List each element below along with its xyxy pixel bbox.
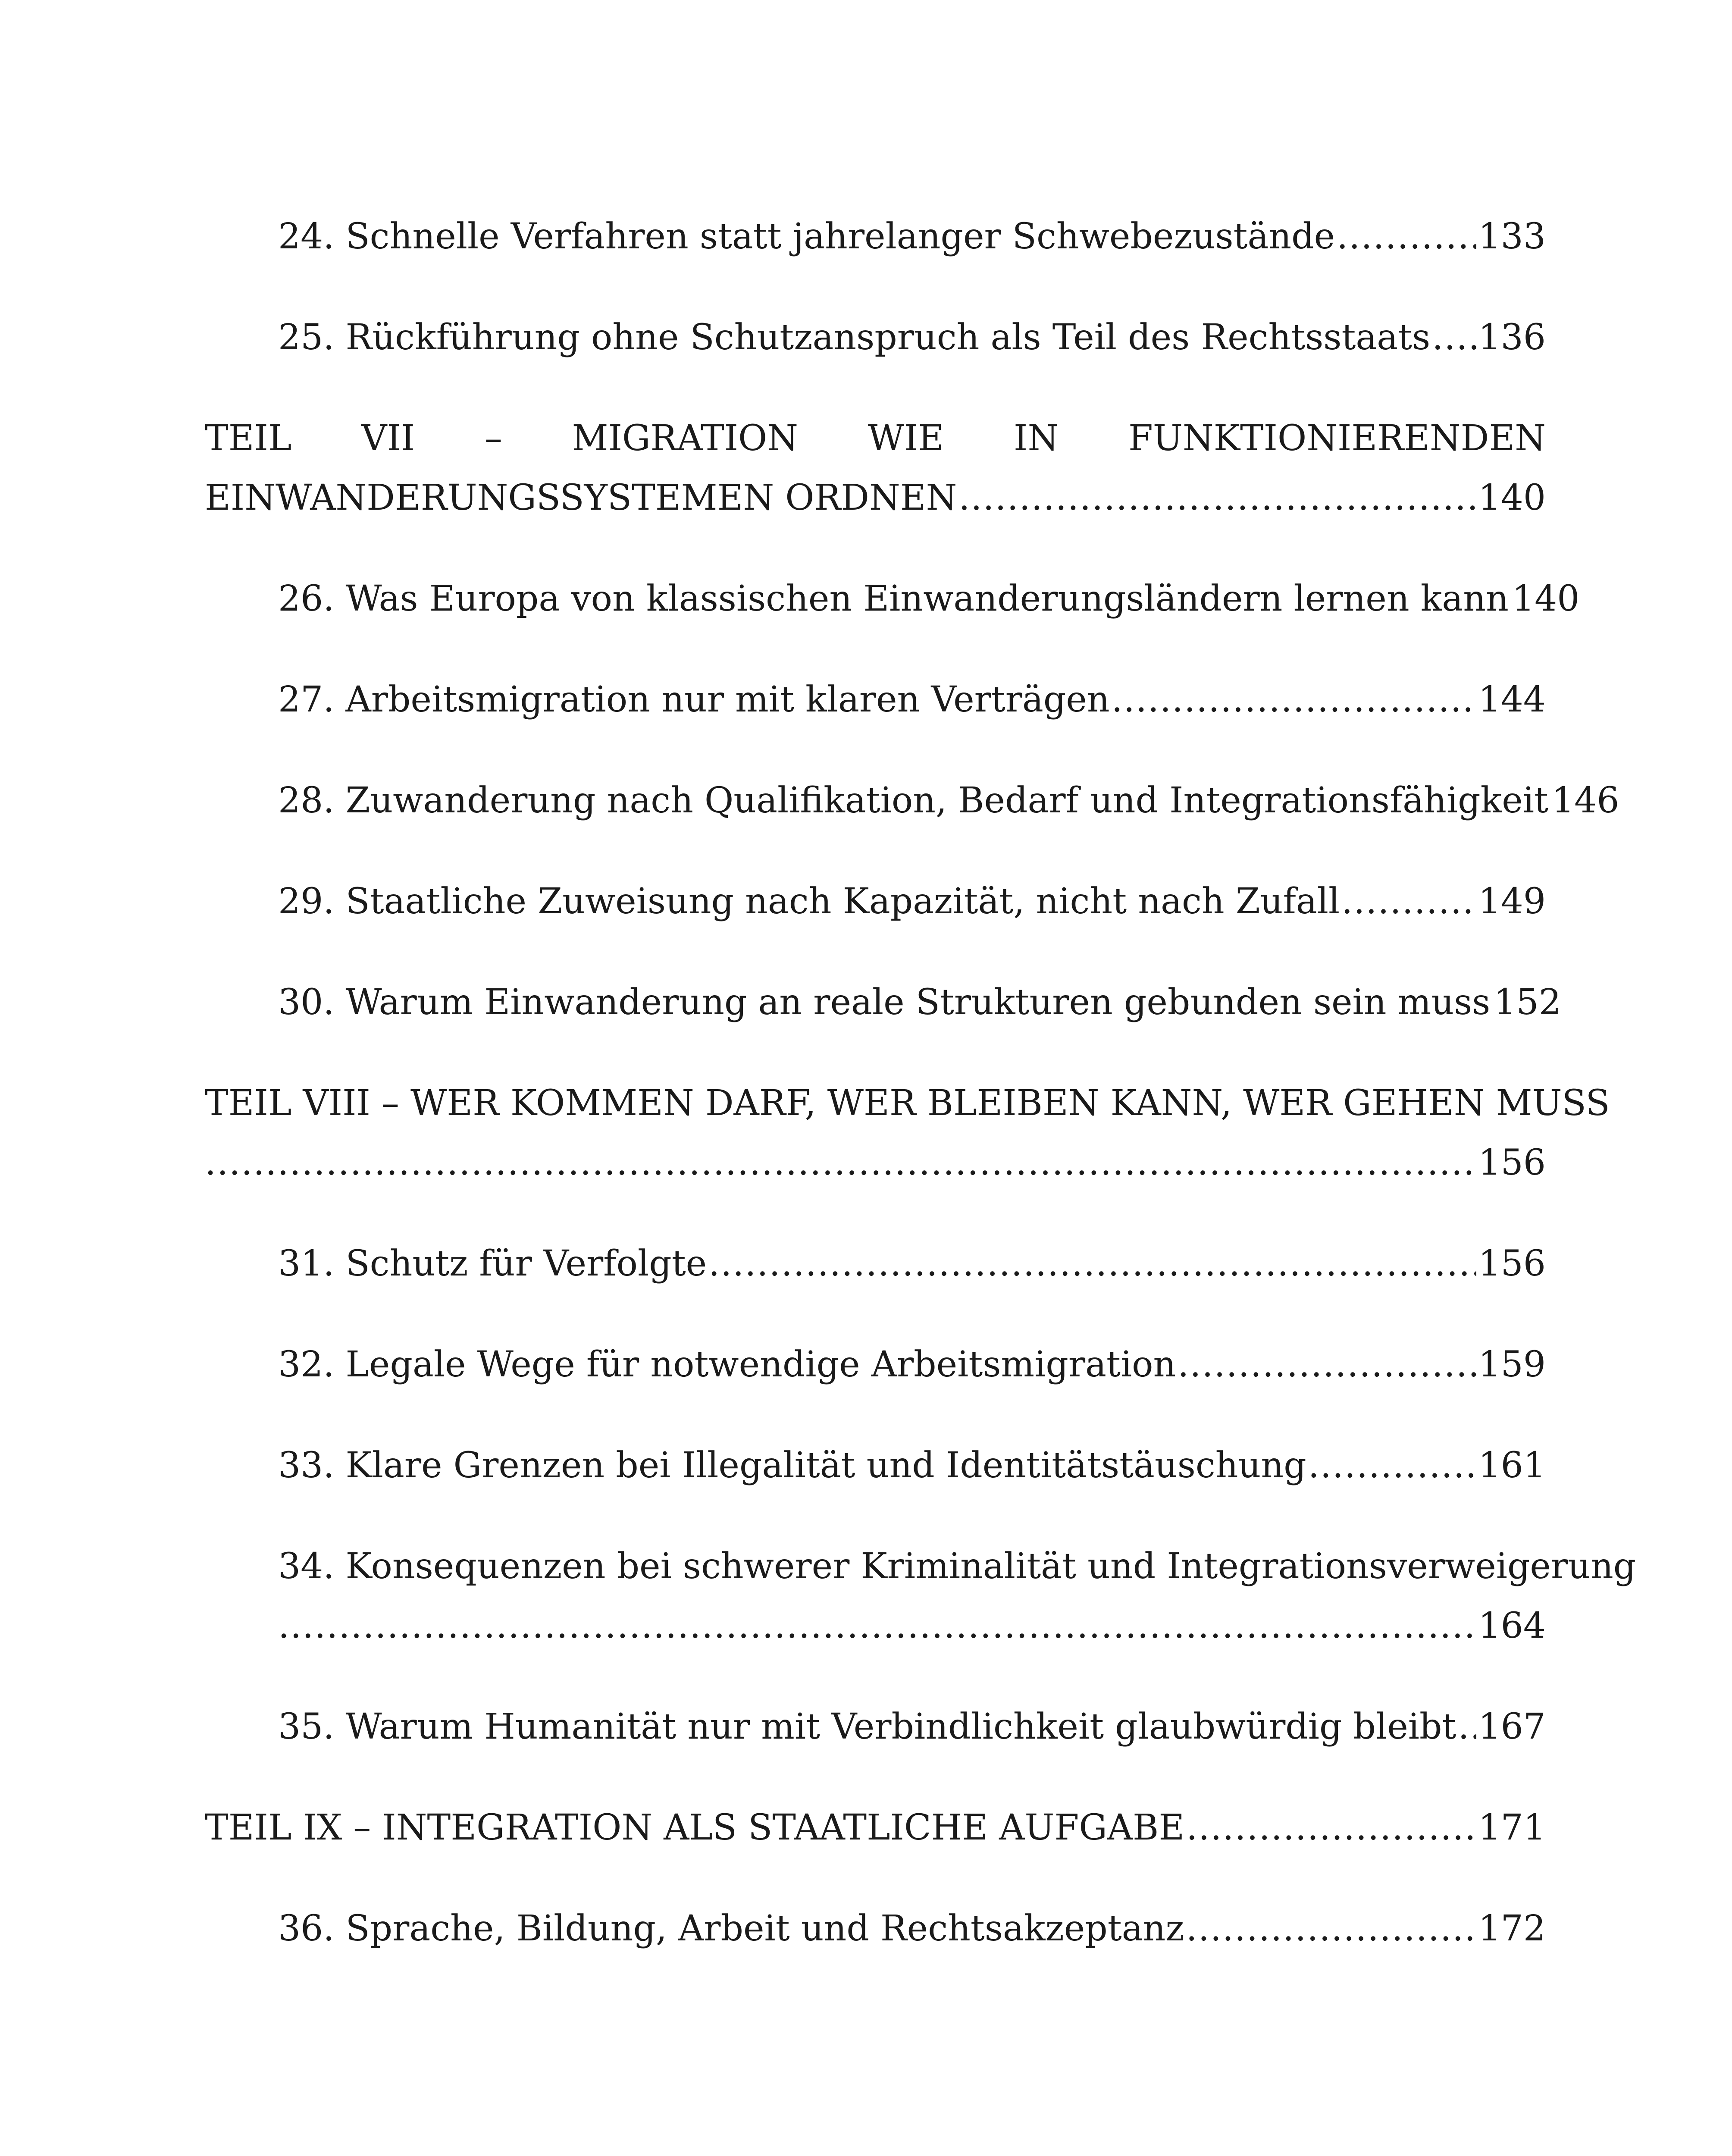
toc-entry-25[interactable] — [278, 308, 1546, 367]
toc-part-9[interactable] — [205, 1798, 1546, 1858]
toc-entry-title: 28. Zuwanderung nach Qualifikation, Bedarf und Integrationsfähigkeit — [278, 780, 1548, 821]
heading-word: – — [484, 418, 502, 459]
table-of-contents — [205, 207, 1636, 1959]
toc-entry-title: 32. Legale Wege für notwendige Arbeitsmigration — [278, 1344, 1176, 1385]
heading-word: FUNKTIONIERENDEN — [1128, 418, 1546, 459]
toc-entry-title: 33. Klare Grenzen bei Illegalität und Identitätstäuschung — [278, 1445, 1306, 1486]
toc-entry-title: 35. Warum Humanität nur mit Verbindlichkeit glaubwürdig bleibt — [278, 1706, 1456, 1747]
toc-page-number: 161 — [1478, 1445, 1546, 1486]
toc-page-number: 167 — [1478, 1706, 1546, 1747]
toc-entry-title: 24. Schnelle Verfahren statt jahrelanger Schwebezustände — [278, 216, 1335, 257]
toc-entry-title: 36. Sprache, Bildung, Arbeit und Rechtsakzeptanz — [278, 1908, 1184, 1949]
dot-leader — [1186, 1899, 1477, 1959]
toc-entry-31[interactable] — [278, 1234, 1546, 1294]
toc-page-number: 156 — [1478, 1243, 1546, 1284]
toc-entry-32[interactable] — [278, 1335, 1546, 1395]
toc-page-number: 136 — [1478, 317, 1546, 358]
dot-leader — [1337, 207, 1476, 266]
toc-entry-28[interactable] — [278, 771, 1619, 830]
heading-word: IN — [1014, 418, 1059, 459]
toc-entry-title: 27. Arbeitsmigration nur mit klaren Verträgen — [278, 679, 1110, 720]
toc-entry-title: TEIL VIII – WER KOMMEN DARF, WER BLEIBEN KANN, WER GEHEN MUSS — [205, 1083, 1610, 1124]
toc-entry-title: 30. Warum Einwanderung an reale Strukturen gebunden sein muss — [278, 982, 1491, 1023]
toc-entry-title: TEIL IX – INTEGRATION ALS STAATLICHE AUFGABE — [205, 1807, 1185, 1848]
toc-entry-34[interactable] — [278, 1537, 1636, 1656]
toc-part-7[interactable] — [205, 409, 1546, 528]
entry-line1 — [278, 1537, 1636, 1596]
toc-page-number: 140 — [1512, 578, 1580, 619]
toc-entry-title: 29. Staatliche Zuweisung nach Kapazität, nicht nach Zufall — [278, 881, 1340, 922]
toc-page-number: 144 — [1478, 679, 1546, 720]
toc-page-number: 140 — [1478, 477, 1546, 518]
toc-page-number: 149 — [1478, 881, 1546, 922]
dot-leader — [1458, 1697, 1476, 1757]
heading-word: WIE — [868, 418, 944, 459]
heading-word: MIGRATION — [572, 418, 799, 459]
toc-page-number: 146 — [1552, 780, 1619, 821]
toc-entry-30[interactable] — [278, 973, 1561, 1032]
toc-page-number: 164 — [1478, 1605, 1546, 1646]
toc-entry-26[interactable] — [278, 569, 1580, 629]
part-heading-line1 — [205, 409, 1546, 468]
dot-leader — [1432, 308, 1476, 367]
toc-entry-title: 26. Was Europa von klassischen Einwanderungsländern lernen kann — [278, 578, 1509, 619]
dot-leader — [205, 1133, 1476, 1193]
toc-entry-36[interactable] — [278, 1899, 1546, 1959]
dot-leader — [1341, 872, 1476, 931]
toc-part-8[interactable] — [205, 1074, 1610, 1193]
heading-word: TEIL — [205, 418, 292, 459]
toc-page-number: 156 — [1478, 1142, 1546, 1183]
dot-leader — [1308, 1436, 1477, 1495]
toc-page-number: 171 — [1478, 1807, 1546, 1848]
toc-entry-29[interactable] — [278, 872, 1546, 931]
toc-entry-24[interactable] — [278, 207, 1546, 266]
toc-page-number: 172 — [1478, 1908, 1546, 1949]
toc-entry-title: EINWANDERUNGSSYSTEMEN ORDNEN — [205, 477, 957, 518]
toc-entry-title: 25. Rückführung ohne Schutzanspruch als Teil des Rechtsstaats — [278, 317, 1431, 358]
dot-leader — [708, 1234, 1476, 1294]
toc-page-number: 133 — [1478, 216, 1546, 257]
toc-entry-27[interactable] — [278, 670, 1546, 730]
toc-page-number: 159 — [1478, 1344, 1546, 1385]
toc-entry-title: 34. Konsequenzen bei schwerer Kriminalität und Integrationsverweigerung — [278, 1546, 1636, 1587]
dot-leader — [278, 1596, 1476, 1656]
heading-word: VII — [361, 418, 415, 459]
toc-entry-title: 31. Schutz für Verfolgte — [278, 1243, 707, 1284]
toc-page-number: 152 — [1494, 982, 1561, 1023]
part-heading-line1 — [205, 1074, 1610, 1133]
dot-leader — [1186, 1798, 1476, 1858]
dot-leader — [1112, 670, 1477, 730]
dot-leader — [958, 468, 1476, 528]
dot-leader — [1178, 1335, 1476, 1395]
toc-entry-33[interactable] — [278, 1436, 1546, 1495]
toc-entry-35[interactable] — [278, 1697, 1546, 1757]
